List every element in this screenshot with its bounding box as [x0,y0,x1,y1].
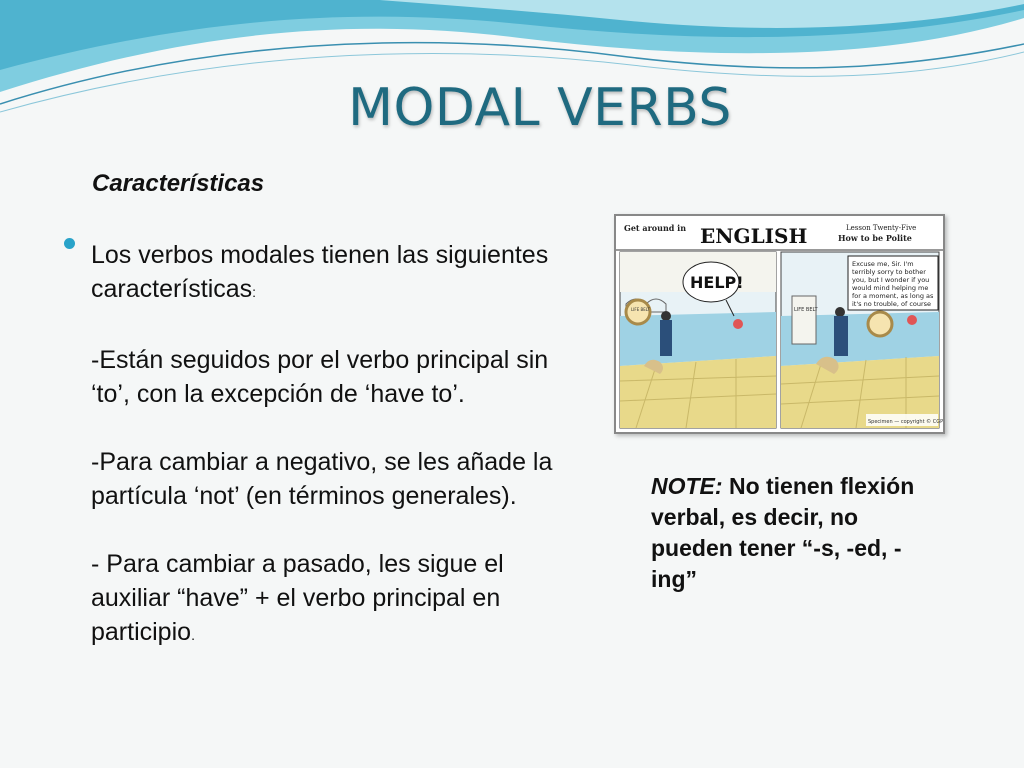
slide-title: MODAL VERBS [348,78,732,138]
bullet-intro [91,238,581,309]
comic-balloon-line-3: you, but I wonder if you [852,276,930,284]
comic-header-right-1: Lesson Twenty-Five [846,224,917,232]
point-sin-to: -Están seguidos por el verbo principal sin ‘to’, con la excepción de ‘have to’. [91,346,549,408]
point-pasado [91,547,581,652]
point-pasado-text: - Para cambiar a pasado, les sigue el auxiliar “have” + el verbo principal en participio [91,550,504,646]
lifebelt-right-label: LIFE BELT [794,307,818,313]
note-text: No tienen flexión verbal, es decir, no pueden tener “-s, -ed, -ing” [651,473,915,592]
comic-footer: Specimen — copyright © CGP [868,419,944,425]
comic-header-left: Get around in [624,223,687,233]
subheading: Características [92,170,265,197]
lifebelt-left-label: LIFE BELT [631,307,650,312]
bullet-intro-text: Los verbos modales tienen las siguientes características [91,241,549,303]
comic-image [614,214,945,434]
comic-help-balloon: HELP! [690,273,744,292]
comic-header-right-2: How to be Polite [838,233,912,243]
bullet-content [91,238,581,652]
comic-balloon-line-6: it's no trouble, of course [852,300,932,308]
comic-balloon-line-1: Excuse me, Sir. I'm [852,260,914,268]
bullet-icon [64,238,75,249]
point-negativo: -Para cambiar a negativo, se les añade la partícula ‘not’ (en términos generales). [91,448,553,510]
comic-balloon-line-4: would mind helping me [852,284,929,292]
note-box [651,471,941,595]
bullet-intro-colon: : [252,284,257,300]
point-pasado-period: . [191,627,195,643]
comic-title: ENGLISH [700,224,808,248]
note-label: NOTE: [651,473,723,499]
comic-balloon-line-2: terribly sorry to bother [852,268,926,276]
comic-balloon-line-5: for a moment, as long as [852,292,934,300]
